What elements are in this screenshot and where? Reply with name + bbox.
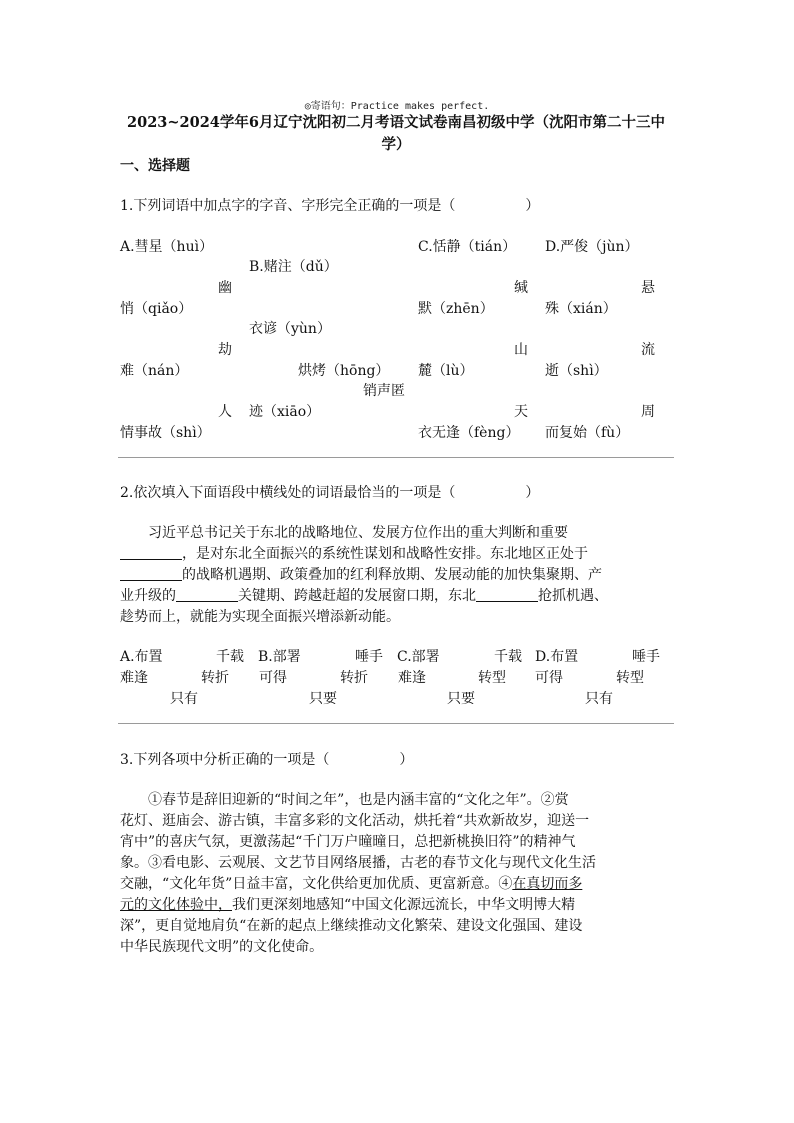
question-3-passage-line-8: 中华民族现代文明”的文化使命。 — [120, 939, 324, 955]
option-a-line-4: 劫 — [218, 342, 232, 358]
option-a-line-6: 人 — [218, 404, 232, 420]
option-a-word-3: 难逢 — [120, 670, 148, 686]
option-c-word-1: C.部署 — [397, 649, 440, 665]
divider-2 — [118, 723, 674, 724]
question-2-passage-line-1: 习近平总书记关于东北的战略地位、发展方位作出的重大判断和重要 — [148, 525, 568, 541]
option-d-line-6: 周 — [641, 404, 655, 420]
passage-text: 抢抓机遇、 — [538, 588, 608, 604]
fill-blank-4[interactable] — [476, 587, 538, 602]
question-3-passage-line-3: 宵中”的喜庆气氛，更激荡起“千门万户曈曈日，总把新桃换旧符”的精神气 — [120, 834, 576, 850]
question-2-stem: 2.依次填入下面语段中横线处的词语最恰当的一项是（ ） — [120, 485, 540, 501]
option-b-line-4: 销声匿 — [363, 383, 405, 399]
option-b-line-5: 迹（xiāo） — [249, 404, 321, 420]
question-3-passage-line-1: ①春节是辞旧迎新的“时间之年”，也是内涵丰富的“文化之年”。②赏 — [148, 792, 569, 808]
option-c-line-7: 衣无逢（fèng） — [418, 425, 520, 441]
option-a-line-2: 幽 — [218, 280, 232, 296]
option-d-word-5: 只有 — [585, 691, 613, 707]
option-c-line-6: 天 — [514, 404, 528, 420]
passage-text: 业升级的 — [120, 588, 176, 604]
option-d-line-4: 流 — [641, 342, 655, 358]
option-c-word-3: 难逢 — [398, 670, 426, 686]
question-3-passage-line-7: 深”，更自觉地肩负“在新的起点上继续推动文化繁荣、建设文化强国、建设 — [120, 918, 583, 934]
passage-text: 关键期、跨越赶超的发展窗口期，东北 — [238, 588, 476, 604]
passage-text: 的战略机遇期、政策叠加的红利释放期、发展动能的加快集聚期、产 — [182, 567, 602, 583]
underlined-text: 在真切而多 — [512, 876, 583, 892]
option-b-word-2: 唾手 — [355, 649, 383, 665]
divider-1 — [118, 457, 674, 458]
option-c-word-5: 只要 — [447, 691, 475, 707]
fill-blank-3[interactable] — [176, 587, 238, 602]
option-c-line-2: 缄 — [514, 280, 528, 296]
option-a-line-7: 情事故（shì） — [120, 425, 211, 441]
option-b-line-2: 衣谚（yùn） — [249, 321, 331, 337]
option-c-word-4: 转型 — [478, 670, 506, 686]
option-a-line-3: 悄（qiǎo） — [120, 301, 193, 317]
passage-text: 我们更深刻地感知“中国文化源远流长，中华文明博大精 — [232, 897, 576, 913]
option-d-line-2: 悬 — [641, 280, 655, 296]
option-d-word-1: D.布置 — [535, 649, 579, 665]
question-3-passage-line-5 — [120, 873, 582, 893]
option-d-word-3: 可得 — [535, 670, 563, 686]
question-2-passage-line-3 — [120, 564, 602, 584]
section-heading: 一、选择题 — [120, 158, 190, 174]
option-b-word-3: 可得 — [259, 670, 287, 686]
option-d-line-1: D.严俊（jùn） — [545, 239, 639, 255]
option-b-line-3: 烘烤（hōng） — [298, 363, 390, 379]
question-2-passage-line-4 — [120, 585, 608, 605]
underlined-text: 元的文化体验中， — [120, 897, 232, 913]
option-a-line-5: 难（nán） — [120, 363, 189, 379]
question-3-passage-line-4: 象。③看电影、云观展、文艺节目网络展播，古老的春节文化与现代文化生活 — [120, 855, 596, 871]
option-c-word-2: 千载 — [494, 649, 522, 665]
option-c-line-4: 山 — [514, 342, 528, 358]
question-1-stem: 1.下列词语中加点字的字音、字形完全正确的一项是（ ） — [120, 198, 540, 214]
option-a-word-2: 千载 — [216, 649, 244, 665]
fill-blank-2[interactable] — [120, 566, 182, 581]
question-3-passage-line-6 — [120, 894, 575, 914]
option-d-word-2: 唾手 — [632, 649, 660, 665]
fill-blank-1[interactable] — [120, 545, 182, 560]
option-d-word-4: 转型 — [616, 670, 644, 686]
question-3-stem: 3.下列各项中分析正确的一项是（ ） — [120, 752, 414, 768]
page-title: 2023~2024学年6月辽宁沈阳初二月考语文试卷南昌初级中学（沈阳市第二十三中学） — [127, 114, 665, 153]
passage-text: 交融，“文化年货”日益丰富，文化供给更加优质、更富新意。④ — [120, 876, 513, 892]
option-d-line-3: 殊（xián） — [545, 301, 617, 317]
option-b-word-4: 转折 — [340, 670, 368, 686]
option-a-word-1: A.布置 — [120, 649, 163, 665]
option-c-line-3: 默（zhēn） — [418, 301, 494, 317]
question-2-passage-line-2 — [120, 543, 588, 563]
option-a-word-5: 只有 — [170, 691, 198, 707]
question-3-passage-line-2: 花灯、逛庙会、游古镇，丰富多彩的文化活动，烘托着“共欢新故岁，迎送一 — [120, 813, 590, 829]
option-a-line-1: A.彗星（huì） — [120, 239, 214, 255]
passage-text: ，是对东北全面振兴的系统性谋划和战略性安排。东北地区正处于 — [182, 546, 588, 562]
option-a-word-4: 转折 — [201, 670, 229, 686]
motto-line: ◎寄语句：Practice makes perfect. — [304, 101, 490, 112]
option-d-line-5: 逝（shì） — [545, 363, 608, 379]
question-2-passage-line-5: 趁势而上，就能为实现全面振兴增添新动能。 — [120, 609, 400, 625]
option-b-word-1: B.部署 — [258, 649, 301, 665]
option-b-word-5: 只要 — [309, 691, 337, 707]
option-c-line-5: 麓（lù） — [418, 363, 474, 379]
option-c-line-1: C.恬静（tián） — [418, 239, 517, 255]
option-b-line-1: B.赌注（dǔ） — [249, 259, 338, 275]
option-d-line-7: 而复始（fù） — [545, 425, 630, 441]
